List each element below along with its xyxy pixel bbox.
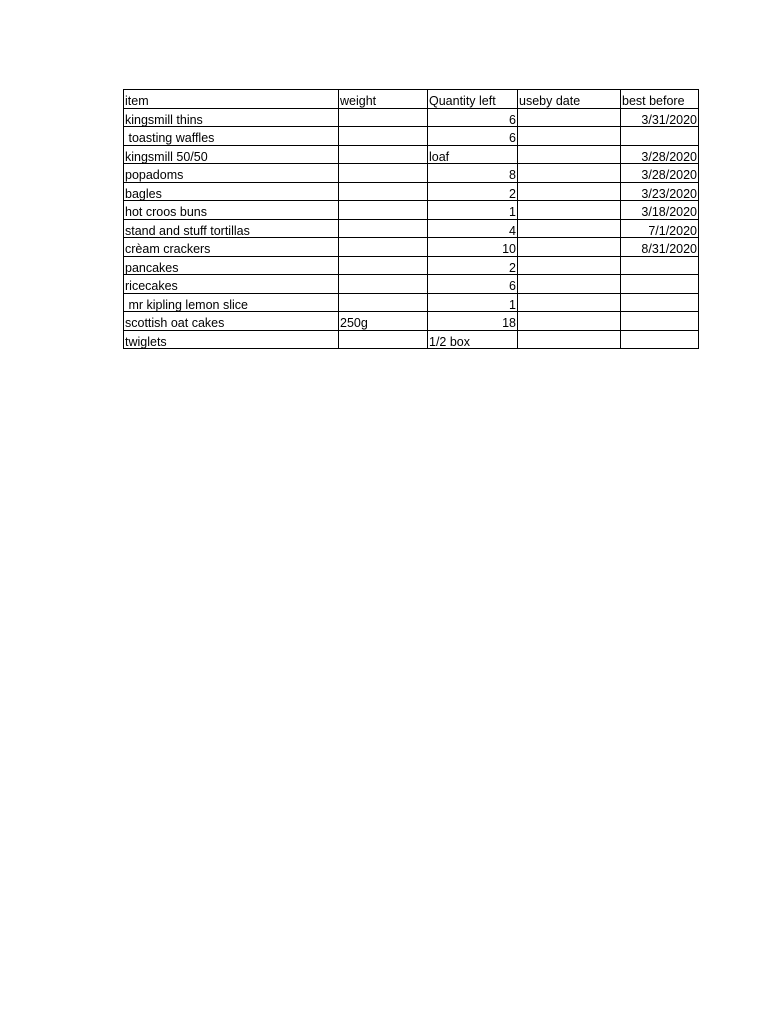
cell-useby (518, 219, 621, 238)
cell-quantity: 1 (428, 293, 518, 312)
cell-weight (339, 238, 428, 257)
cell-weight (339, 145, 428, 164)
cell-best-before: 3/28/2020 (621, 164, 699, 183)
header-quantity-left: Quantity left (428, 90, 518, 109)
table-body (124, 108, 699, 349)
cell-best-before (621, 256, 699, 275)
cell-weight (339, 201, 428, 220)
table-row (124, 312, 699, 331)
cell-item: bagles (124, 182, 339, 201)
cell-best-before: 3/23/2020 (621, 182, 699, 201)
cell-best-before (621, 293, 699, 312)
table-row (124, 330, 699, 349)
cell-weight (339, 182, 428, 201)
cell-weight (339, 293, 428, 312)
cell-best-before (621, 330, 699, 349)
table-row (124, 127, 699, 146)
header-item: item (124, 90, 339, 109)
cell-useby (518, 275, 621, 294)
cell-useby (518, 201, 621, 220)
cell-best-before: 8/31/2020 (621, 238, 699, 257)
table-row (124, 201, 699, 220)
cell-useby (518, 108, 621, 127)
inventory-table (123, 89, 699, 349)
cell-useby (518, 164, 621, 183)
cell-useby (518, 330, 621, 349)
cell-quantity: loaf (428, 145, 518, 164)
cell-item: twiglets (124, 330, 339, 349)
cell-useby (518, 145, 621, 164)
table-row (124, 145, 699, 164)
table-row (124, 275, 699, 294)
cell-best-before (621, 275, 699, 294)
cell-weight: 250g (339, 312, 428, 331)
cell-best-before: 3/28/2020 (621, 145, 699, 164)
table-row (124, 182, 699, 201)
cell-item: mr kipling lemon slice (124, 293, 339, 312)
table-row (124, 293, 699, 312)
cell-item: stand and stuff tortillas (124, 219, 339, 238)
cell-useby (518, 238, 621, 257)
table-row (124, 256, 699, 275)
cell-best-before: 3/18/2020 (621, 201, 699, 220)
cell-best-before (621, 312, 699, 331)
cell-useby (518, 256, 621, 275)
cell-item: toasting waffles (124, 127, 339, 146)
cell-item: kingsmill thins (124, 108, 339, 127)
cell-item: scottish oat cakes (124, 312, 339, 331)
cell-weight (339, 164, 428, 183)
cell-quantity: 1/2 box (428, 330, 518, 349)
cell-best-before: 7/1/2020 (621, 219, 699, 238)
cell-item: hot croos buns (124, 201, 339, 220)
cell-best-before: 3/31/2020 (621, 108, 699, 127)
table-row (124, 108, 699, 127)
cell-item: crèam crackers (124, 238, 339, 257)
cell-weight (339, 219, 428, 238)
cell-item: pancakes (124, 256, 339, 275)
cell-weight (339, 256, 428, 275)
cell-quantity: 6 (428, 108, 518, 127)
cell-weight (339, 275, 428, 294)
cell-quantity: 1 (428, 201, 518, 220)
cell-useby (518, 127, 621, 146)
cell-quantity: 10 (428, 238, 518, 257)
cell-useby (518, 182, 621, 201)
header-row (124, 90, 699, 109)
cell-useby (518, 312, 621, 331)
cell-quantity: 4 (428, 219, 518, 238)
cell-weight (339, 108, 428, 127)
cell-item: kingsmill 50/50 (124, 145, 339, 164)
cell-useby (518, 293, 621, 312)
cell-weight (339, 127, 428, 146)
cell-item: ricecakes (124, 275, 339, 294)
cell-quantity: 2 (428, 256, 518, 275)
cell-quantity: 6 (428, 127, 518, 146)
cell-weight (339, 330, 428, 349)
header-weight: weight (339, 90, 428, 109)
cell-best-before (621, 127, 699, 146)
cell-quantity: 6 (428, 275, 518, 294)
header-best-before: best before (621, 90, 699, 109)
table-row (124, 238, 699, 257)
table-row (124, 164, 699, 183)
cell-item: popadoms (124, 164, 339, 183)
cell-quantity: 2 (428, 182, 518, 201)
cell-quantity: 8 (428, 164, 518, 183)
table-row (124, 219, 699, 238)
cell-quantity: 18 (428, 312, 518, 331)
header-useby-date: useby date (518, 90, 621, 109)
